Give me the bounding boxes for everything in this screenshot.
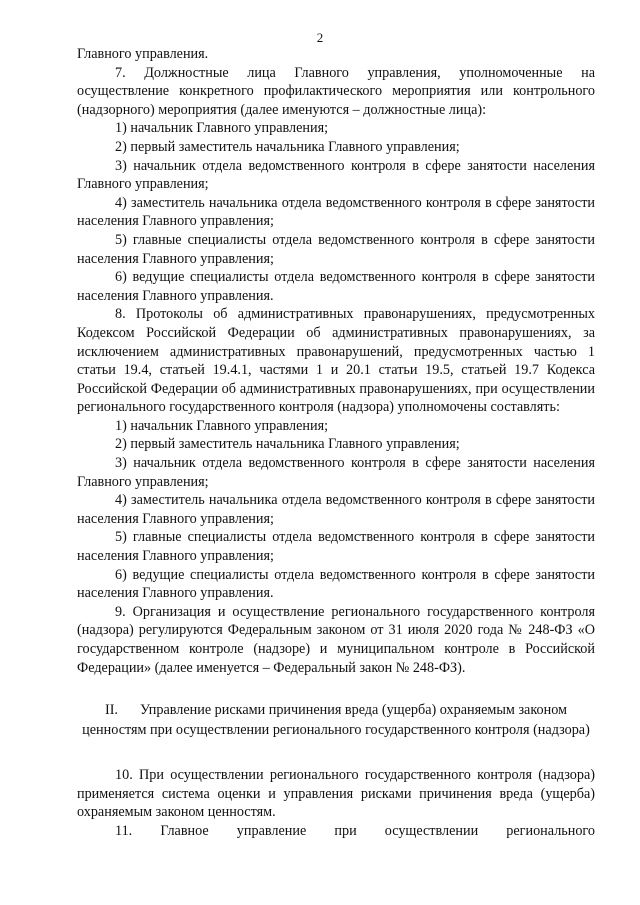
- paragraph-item-11: 11. Главное управление при осуществлении регионального: [115, 822, 595, 839]
- document-body: [77, 45, 595, 841]
- list-item: 4) заместитель начальника отдела ведомственного контроля в сфере занятости населения Главного управления;: [77, 492, 595, 527]
- list-item: 2) первый заместитель начальника Главного управления;: [115, 436, 460, 453]
- list-item: 2) первый заместитель начальника Главного управления;: [115, 138, 460, 155]
- section-heading-number: II.: [104, 702, 118, 719]
- list-item: 1) начальник Главного управления;: [115, 417, 329, 434]
- list-item: 4) заместитель начальника отдела ведомственного контроля в сфере занятости населения Главного управления;: [77, 194, 595, 230]
- list-item: 1) начальник Главного управления;: [115, 120, 329, 137]
- paragraph-item-10: 10. При осуществлении регионального государственного контроля (надзора) применяется система оценки и управления рисками причинения вреда (ущерба) охраняемым законом ценностям.: [77, 767, 595, 821]
- list-item: 5) главные специалисты отдела ведомственного контроля в сфере занятости населения Главного управления;: [77, 231, 595, 267]
- list-item: 5) главные специалисты отдела ведомственного контроля в сфере занятости населения Главного управления;: [77, 529, 595, 565]
- list-item: 6) ведущие специалисты отдела ведомственного контроля в сфере занятости населения Главного управления.: [77, 566, 595, 602]
- page-number: 2: [316, 30, 324, 45]
- section-heading: [77, 701, 595, 740]
- paragraph-continuation: Главного управления.: [77, 46, 209, 62]
- paragraph-item-8: 8. Протоколы об административных правонарушениях, предусмотренных Кодексом Российской Федерации об административных правонарушениях, за исключением административных правонарушений, предусмотренных частью 1 статьи 19.4, статьей 19.4.1, частями 1 и 20.1 статьи 19.5, статьей 19.7 Кодекса Российской Федерации об административных правонарушениях, при осуществлении регионального государственного контроля (надзора) уполномочены составлять:: [77, 306, 595, 416]
- list-item: 3) начальник отдела ведомственного контроля в сфере занятости населения Главного управления;: [77, 455, 595, 490]
- list-item: 6) ведущие специалисты отдела ведомственного контроля в сфере занятости населения Главного управления.: [77, 269, 595, 304]
- section-heading-title: Управление рисками причинения вреда (ущерба) охраняемым законом ценностям при осуществлении регионального государственного контроля (надзора): [82, 702, 590, 738]
- paragraph-item-9: 9. Организация и осуществление регионального государственного контроля (надзора) регулируются Федеральным законом от 31 июля 2020 года № 248-ФЗ «О государственном контроле (надзоре) и муниципальном контроле в Российской Федерации» (далее именуется – Федеральный закон № 248-ФЗ).: [77, 603, 595, 676]
- list-item: 3) начальник отдела ведомственного контроля в сфере занятости населения Главного управления;: [77, 157, 595, 193]
- paragraph-item-7: 7. Должностные лица Главного управления, уполномоченные на осуществление конкретного профилактического мероприятия или контрольного (надзорного) мероприятия (далее именуются – должностные лица):: [77, 64, 595, 118]
